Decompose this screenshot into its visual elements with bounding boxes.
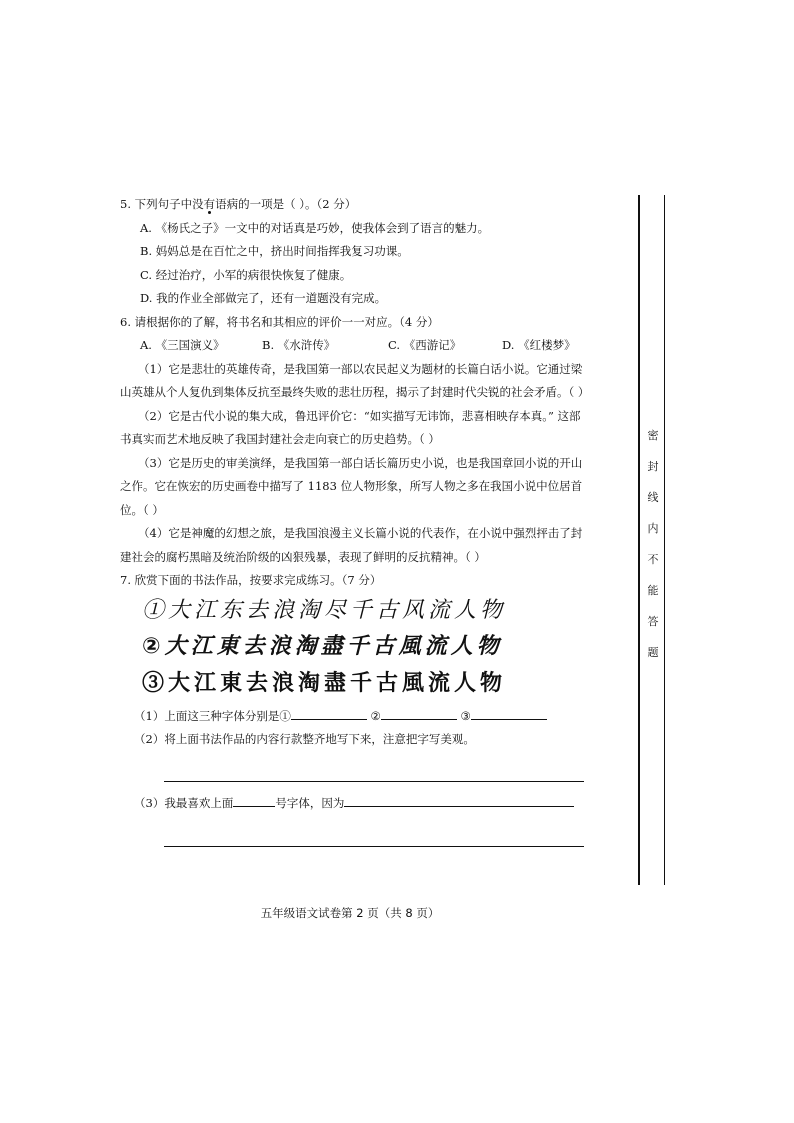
sub1-marker-3: ③ — [460, 708, 471, 723]
question-6-stem: 6. 请根据你的了解，将书名和其相应的评价一一对应。（4 分） — [120, 314, 439, 329]
blank-2[interactable] — [381, 705, 457, 720]
blank-1[interactable] — [291, 705, 367, 720]
q7-sub1 — [120, 705, 590, 729]
blank-3[interactable] — [471, 705, 547, 720]
q5-option-a: A. 《杨氏之子》一文中的对话真是巧妙，使我体会到了语言的魅力。 — [140, 220, 490, 235]
calligraphy-regular: ③大江東去浪淘盡千古風流人物 — [142, 669, 507, 695]
book-option-c: C. 《西游记》 — [388, 338, 462, 352]
q6-item-2: （2）它是古代小说的集大成，鲁迅评价它：“如实描写无讳饰，悲喜相映存本真。” 这部书真实而艺术地反映了我国封建社会走向衰亡的历史趋势。（ ） — [120, 408, 581, 446]
seal-line-inner — [664, 195, 665, 885]
q5-option-b: B. 妈妈总是在百忙之中，挤出时间指挥我复习功课。 — [140, 244, 409, 258]
q5-option-c: C. 经过治疗，小军的病很快恢复了健康。 — [140, 267, 352, 282]
q6-item-4: （4）它是神魔的幻想之旅，是我国浪漫主义长篇小说的代表作，在小说中强烈抨击了封建社会的腐朽黑暗及统治阶级的凶狠残暴，表现了鲜明的反抗精神。（ ） — [120, 526, 583, 564]
calligraphy-cursive: ①大江东去浪淘尽千古风流人物 — [142, 597, 507, 623]
q6-book-options — [120, 334, 590, 358]
book-option-b: B. 《水浒传》 — [262, 338, 336, 352]
q6-item-1: （1）它是悲壮的英雄传奇，是我国第一部以农民起义为题材的长篇白话小说。它通过梁山英雄从个人复仇到集体反抗至最终失败的悲壮历程，揭示了封建时代尖锐的社会矛盾。（ ） — [120, 361, 590, 399]
sub3-label: （3）我最喜欢上面 — [134, 795, 234, 810]
question-5-stem — [120, 193, 590, 217]
question-7-stem: 7. 欣赏下面的书法作品，按要求完成练习。（7 分） — [120, 573, 382, 587]
q6-item-3: （3）它是历史的审美演绎，是我国第一部白话长篇历史小说，也是我国章回小说的开山之作。它在恢宏的历史画卷中描写了 1183 位人物形象，所写人物之多在我国小说中位居首位。（ ） — [120, 455, 583, 517]
sub1-label: （1）上面这三种字体分别是① — [134, 708, 291, 723]
page-footer: 五年级语文试卷第 2 页（共 8 页） — [260, 906, 440, 920]
blank-reason[interactable] — [344, 792, 574, 807]
q5-option-d: D. 我的作业全部做完了，还有一道题没有完成。 — [140, 291, 387, 305]
sub3-because: 号字体，因为 — [275, 795, 345, 810]
q7-sub2: （2）将上面书法作品的内容行款整齐地写下来，注意把字写美观。 — [134, 732, 475, 746]
book-option-a: A. 《三国演义》 — [140, 338, 225, 352]
answer-line-1[interactable] — [164, 780, 584, 782]
emphasis-dot-char: 有 — [203, 197, 216, 211]
calligraphy-running: ②大江東去浪淘盡千古風流人物 — [142, 633, 503, 659]
book-option-d: D. 《红楼梦》 — [502, 338, 576, 352]
seal-line-notice: 密封线内不能答题 — [647, 429, 659, 659]
sub1-marker-2: ② — [370, 708, 381, 723]
seal-line — [638, 195, 640, 885]
q7-sub3 — [120, 792, 590, 816]
blank-font-number[interactable] — [233, 792, 275, 807]
exam-content — [120, 193, 590, 847]
stem-text-end: 语病的一项是（ ）。（2 分） — [215, 197, 357, 211]
answer-line-2[interactable] — [164, 845, 584, 847]
stem-text: 5. 下列句子中没 — [120, 197, 204, 211]
